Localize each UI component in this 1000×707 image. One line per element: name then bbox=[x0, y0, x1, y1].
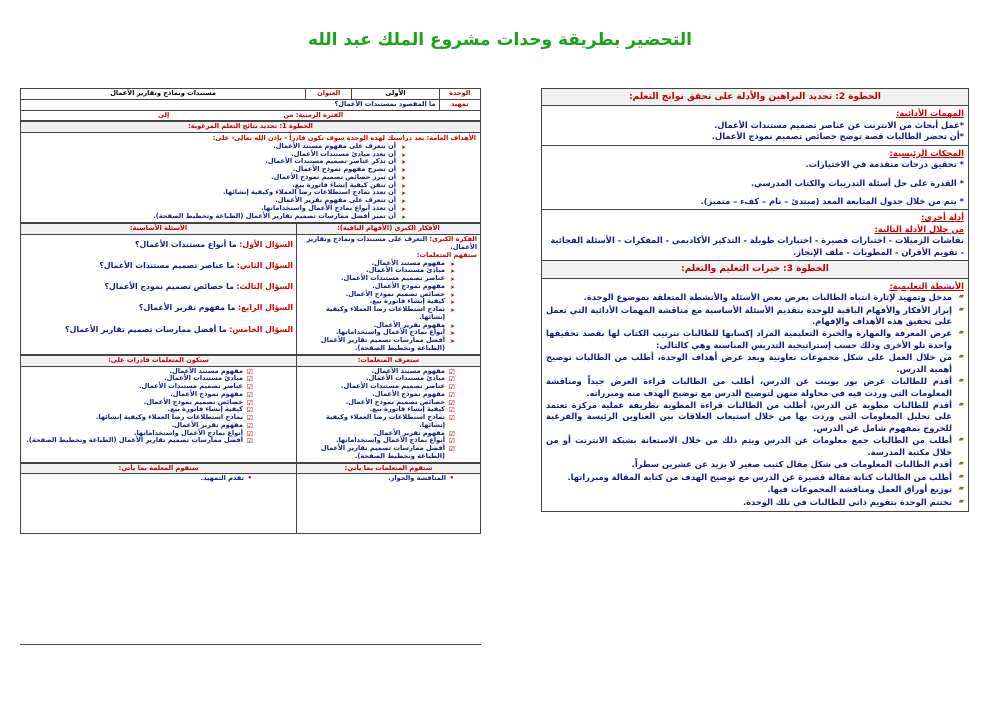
big-idea-item: ➤ عناصر تصميم مستندات الأعمال. bbox=[300, 275, 455, 283]
page-title: التحضير بطريقة وحدات مشروع الملك عبد الله bbox=[308, 30, 692, 50]
question-item: السؤال الرابع: ما مفهوم تقرير الأعمال؟ bbox=[138, 303, 293, 313]
big-idea-item: ➤ أفضل ممارسات تصميم تقارير الأعمال (الطباعة وتخطيط الصفحة). bbox=[300, 337, 455, 353]
big-idea-item: ➤ مفهوم مستند الأعمال. bbox=[300, 260, 455, 268]
will-know-list bbox=[300, 368, 477, 461]
time-row bbox=[21, 110, 481, 121]
left-plan-table bbox=[20, 88, 481, 121]
goal-item: ➤ أن تتعرف على مفهوم تقرير الأعمال. bbox=[25, 197, 406, 205]
activity-item: ▰ أطلب من الطالبات جمع معلومات عن الدرس ويتم ذلك من خلال الاستعانة بشبكة الانترنت أو من خلال مكتبة المدرسة. bbox=[546, 435, 964, 458]
performance-task-item: *أن تحضر الطالبات قصة توضح خصائص تصميم نموذج الأعمال. bbox=[711, 131, 964, 142]
activity-item: ▰ توزيع أوراق العمل ومناقشة المجموعات فيها. bbox=[546, 484, 964, 495]
will-know-item: ☑ مفهوم مستند الأعمال. bbox=[300, 368, 455, 376]
basic-questions-heading: الأسئلة الأساسية: bbox=[21, 224, 297, 235]
goal-item: ➤ أن تعدد مبادئ مستندات الأعمال. bbox=[25, 151, 406, 159]
general-goals-intro: الأهداف العامة: بعد دراستك لهذه الوحدة سوف تكون قادراً - بإذن الله تعالى- على: bbox=[212, 134, 476, 143]
intro-value: ما المقصود بمستندات الأعمال؟ bbox=[21, 99, 440, 110]
learners-understand-label: ستفهم المتعلمات: bbox=[416, 250, 477, 259]
criteria-cell bbox=[542, 145, 969, 210]
activities-heading: الأنشطة التعليمية: bbox=[889, 280, 964, 291]
will-be-able-item: ☑ أنواع نماذج الأعمال واستخداماتها. bbox=[24, 430, 253, 438]
question-item: السؤال الأول: ما أنواع مستندات الأعمال؟ bbox=[134, 240, 293, 250]
criteria-heading: المحكات الرئيسية: bbox=[889, 147, 964, 158]
goal-item: ➤ أن تتقن كيفية إنشاء فاتورة بيع. bbox=[25, 182, 406, 190]
step1-heading: الخطوة 1: تحديد نتائج التعلم المرغوبة: bbox=[21, 122, 481, 133]
basic-questions-cell bbox=[21, 235, 297, 354]
teacher-do-heading: ستقوم المعلمة بما يأتي: bbox=[21, 463, 297, 474]
will-know-item: ☑ نماذج استطلاعات رضا العملاء وكيفية إنشائها. bbox=[300, 414, 455, 430]
big-idea-item: ➤ مبادئ مستندات الأعمال. bbox=[300, 267, 455, 275]
other-evidence-text: نقاشات الزميلات - اختبارات قصيرة - اختبارات طويلة - التذكير الأكاديمي - المفكرات - الأسئلة الفجائية - تقويم الأقران - المطويات - ملف الإنجاز. bbox=[550, 235, 964, 257]
big-ideas-list bbox=[300, 260, 477, 353]
will-be-able-item: ☑ مفهوم نموذج الأعمال. bbox=[24, 391, 253, 399]
time-to-label: إلى bbox=[157, 110, 170, 119]
will-know-item: ☑ أنواع نماذج الأعمال واستخداماتها. bbox=[300, 437, 455, 445]
will-know-item: ☑ مبادئ مستندات الأعمال. bbox=[300, 375, 455, 383]
goal-item: ➤ أن تبرز خصائص تصميم نموذج الأعمال. bbox=[25, 174, 406, 182]
big-idea-item: ➤ خصائص تصميم نموذج الأعمال. bbox=[300, 291, 455, 299]
activity-item: ▰ أطلب من الطالبات كتابة مقالة قصيرة عن الدرس مع توضيح الهدف من كتابة المقالة ومبرراتها. bbox=[546, 472, 964, 483]
performance-tasks-heading: المهمات الأدائية: bbox=[896, 108, 964, 119]
criteria-item: * القدرة على حل أسئلة التدريبات والكتاب المدرسي. bbox=[750, 177, 964, 188]
title-label: العنوان bbox=[306, 89, 352, 100]
intro-row bbox=[21, 99, 481, 110]
goal-item: ➤ أن تشرح مفهوم نموذج الأعمال. bbox=[25, 166, 406, 174]
will-be-able-item: ☑ كيفية إنشاء فاتورة بيع. bbox=[24, 406, 253, 414]
question-item: السؤال الخامس: ما أفضل ممارسات تصميم تقارير الأعمال؟ bbox=[65, 324, 293, 334]
other-evidence-cell bbox=[542, 210, 969, 261]
will-be-able-item: ☑ عناصر تصميم مستندات الأعمال. bbox=[24, 383, 253, 391]
unit-row bbox=[21, 89, 481, 100]
step3-heading: الخطوة 3: خبرات التعليم والتعلم: bbox=[542, 261, 969, 278]
step2-heading: الخطوة 2: تحديد البراهين والأدلة على تحقق نواتج التعلم: bbox=[542, 89, 969, 106]
will-be-able-cell bbox=[21, 366, 297, 462]
big-idea-item: ➤ مفهوم تقرير الأعمال. bbox=[300, 322, 455, 330]
goal-item: ➤ أن تذكر عناصر تصميم مستندات الأعمال. bbox=[25, 158, 406, 166]
big-idea-text: التعرف على مستندات ونماذج وتقارير الأعمال. bbox=[306, 235, 477, 252]
do-table bbox=[20, 463, 481, 535]
big-idea-label: الفكرة الكبرى: bbox=[429, 235, 477, 244]
will-be-able-item: ☑ نماذج استطلاعات رضا العملاء وكيفية إنشائها. bbox=[24, 414, 253, 422]
activity-item: ▰ من خلال العمل على شكل مجموعات تعاونية وبعد عرض أهداف الوحدة، أطلب من الطالبات توضيح أهمية الدرس. bbox=[546, 352, 964, 375]
big-idea-item: ➤ نماذج استطلاعات رضا العملاء وكيفية إنشائها. bbox=[300, 306, 455, 322]
teacher-do-cell bbox=[21, 474, 297, 534]
teacher-do-list bbox=[24, 475, 293, 483]
big-ideas-heading: الأفكار الكبرى (الأفهام الباقية): bbox=[297, 224, 481, 235]
other-evidence-subheading: من خلال الأدلة التالية: bbox=[874, 223, 964, 234]
will-know-item: ☑ أفضل ممارسات تصميم تقارير الأعمال (الطباعة وتخطيط الصفحة). bbox=[300, 445, 455, 461]
time-period bbox=[21, 110, 481, 121]
right-plan-page bbox=[541, 88, 969, 620]
step2-table bbox=[541, 88, 969, 512]
will-be-able-item: ☑ مبادئ مستندات الأعمال. bbox=[24, 375, 253, 383]
step1-table bbox=[20, 121, 481, 223]
will-know-item: ☑ خصائص تصميم نموذج الأعمال. bbox=[300, 399, 455, 407]
goal-item: ➤ أن تتعرف على مفهوم مستند الأعمال. bbox=[25, 143, 406, 151]
learners-do-cell bbox=[297, 474, 481, 534]
performance-task-item: *عمل أبحاث من الانترنت عن عناصر تصميم مستندات الأعمال. bbox=[714, 119, 964, 130]
criteria-item: * تحقيق درجات متقدمة في الاختبارات. bbox=[805, 159, 964, 170]
will-be-able-item: ☑ مفهوم تقرير الأعمال. bbox=[24, 422, 253, 430]
intro-label: تمهيد bbox=[439, 99, 480, 110]
activity-item: ▰ إبراز الأفكار والأفهام الباقية للوحدة بتقديم الأسئلة الأساسية مع مناقشة المهمات الأدائية التي تعمل على تحقيق هذه الأهداف والإفهام. bbox=[546, 305, 964, 328]
goals-list bbox=[25, 143, 476, 221]
unit-value: الأولى bbox=[352, 89, 439, 100]
will-be-able-item: ☑ مفهوم مستند الأعمال. bbox=[24, 368, 253, 376]
will-know-cell bbox=[297, 366, 481, 462]
will-be-able-item: ☑ خصائص تصميم نموذج الأعمال. bbox=[24, 399, 253, 407]
goal-item: ➤ أن تعدد نماذج استطلاعات رضا العملاء وكيفية إنشائها. bbox=[25, 189, 406, 197]
big-ideas-cell bbox=[297, 235, 481, 354]
learners-do-heading: ستقوم المتعلمات بما يأتي: bbox=[297, 463, 481, 474]
activity-item: ▰ مدخل وتمهيد لإثارة انتباه الطالبات بعرض بعض الأسئلة والأنشطة المتعلقة بموضوع الوحدة. bbox=[546, 292, 964, 303]
unit-label: الوحدة bbox=[439, 89, 480, 100]
will-know-item: ☑ مفهوم تقرير الأعمال. bbox=[300, 430, 455, 438]
time-from-label: الفترة الزمنية: من bbox=[283, 110, 344, 119]
will-be-able-heading: ستكون المتعلمات قادرات على: bbox=[21, 355, 297, 366]
question-item: السؤال الثاني: ما عناصر تصميم مستندات الأعمال؟ bbox=[99, 261, 293, 271]
teacher-do-item: • تقدم التمهيد. bbox=[24, 475, 253, 483]
ideas-questions-table bbox=[20, 223, 481, 354]
goal-item: ➤ أن تعدد أنواع نماذج الأعمال واستخداماتها. bbox=[25, 205, 406, 213]
criteria-item: * يتم من خلال جدول المتابعة المعد (مبتدئ – نام – كفء – متميز). bbox=[700, 196, 964, 207]
activity-item: ▰ أقدم للطالبات مطوية عن الدرس، أطلب من الطالبات قراءة المطوية بطريقة عملية مركزة تعتمد على تحليل المعلومات التي وردت بها من خلال استيعاب العلاقات بين العناوين الرئيسة والفرعية للخروج بمفهوم شامل عن الدرس. bbox=[546, 400, 964, 434]
activity-item: ▰ أقدم الطالبات المعلومات في شكل مقال كتيب صغير لا يزيد عن عشرين سطراً. bbox=[546, 459, 964, 470]
activity-item: ▰ عرض المعرفة والمهارة والخبرة التعليمية المراد إكسابها للطالبات بترتيب الكتاب لها بقصد تحقيقها واحدة تلو الأخرى وذلك حسب إستراتيجية التدريس المناسبة وهي كالتالي: bbox=[546, 328, 964, 351]
will-know-item: ☑ كيفية إنشاء فاتورة بيع. bbox=[300, 406, 455, 414]
other-evidence-heading: أدلة أخرى: bbox=[920, 212, 964, 223]
activities-cell bbox=[542, 278, 969, 511]
big-idea-item: ➤ كيفية إنشاء فاتورة بيع. bbox=[300, 298, 455, 306]
question-item: السؤال الثالث: ما خصائص تصميم نموذج الأعمال؟ bbox=[104, 282, 293, 292]
learners-do-list bbox=[300, 475, 477, 483]
will-know-item: ☑ عناصر تصميم مستندات الأعمال. bbox=[300, 383, 455, 391]
will-know-heading: ستعرف المتعلمات: bbox=[297, 355, 481, 366]
performance-tasks-cell bbox=[542, 106, 969, 145]
activity-item: ▰ تختتم الوحدة بتقويم ذاتي للطالبات في تلك الوحدة. bbox=[546, 497, 964, 508]
activity-item: ▰ أقدم للطالبات عرض بور بوينت عن الدرس، أطلب من الطالبات قراءة العرض جيداً ومناقشة المعلومات التي وردت فيه في محاولة منهن لتوضيح الدرس مع توضيح الهدف منه ومبرراته. bbox=[546, 376, 964, 399]
will-be-able-list bbox=[24, 368, 293, 446]
learners-do-item: • المناقشة والحوار. bbox=[300, 475, 455, 483]
title-value: مستندات ونماذج وتقارير الأعمال bbox=[21, 89, 306, 100]
big-idea-item: ➤ أنواع نماذج الأعمال واستخداماتها. bbox=[300, 329, 455, 337]
will-be-able-item: ☑ أفضل ممارسات تصميم تقارير الأعمال (الطباعة وتخطيط الصفحة). bbox=[24, 437, 253, 445]
goal-item: ➤ أن تميز أفضل ممارسات تصميم تقارير الأعمال (الطباعة وتخطيط الصفحة). bbox=[25, 213, 406, 221]
general-goals-cell bbox=[21, 133, 481, 223]
big-idea-item: ➤ مفهوم نموذج الأعمال. bbox=[300, 283, 455, 291]
know-able-table bbox=[20, 355, 481, 463]
will-know-item: ☑ مفهوم نموذج الأعمال. bbox=[300, 391, 455, 399]
left-plan-page bbox=[20, 88, 481, 645]
